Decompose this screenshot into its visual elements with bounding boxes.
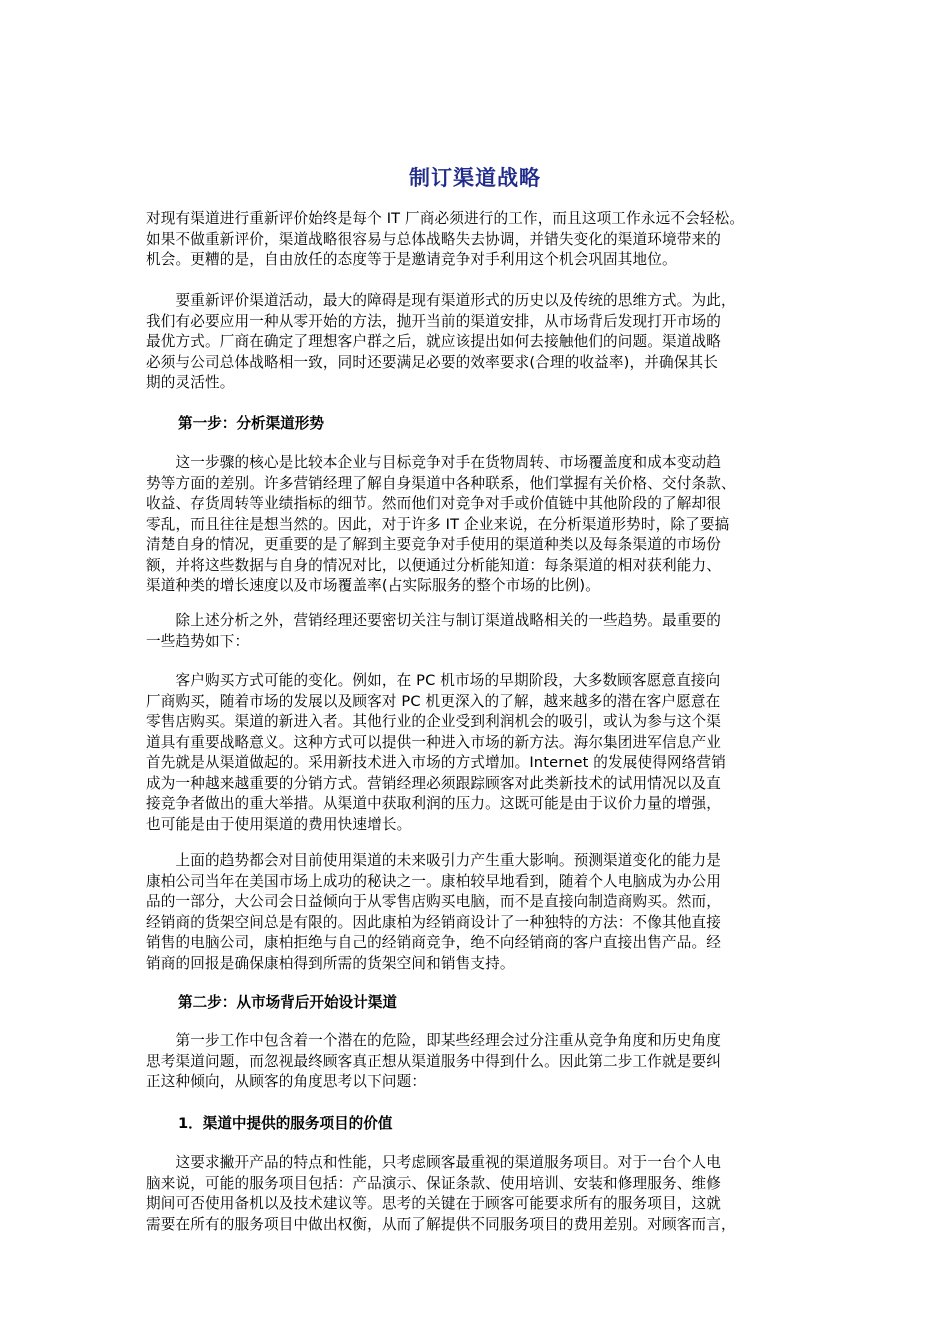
text-line: 接竞争者做出的重大举措。从渠道中获取利润的压力。这既可能是由于议价力量的增强， — [146, 795, 722, 812]
paragraph-compaq — [146, 851, 826, 974]
text-line: 要重新评价渠道活动，最大的障碍是现有渠道形式的历史以及传统的思维方式。为此， — [146, 292, 736, 309]
text-line: 最优方式。厂商在确定了理想客户群之后，就应该提出如何去接触他们的问题。渠道战略 — [146, 333, 722, 350]
text-line: 成为一种越来越重要的分销方式。营销经理必须跟踪顾客对此类新技术的试用情况以及直 — [146, 774, 722, 792]
text-line: 势等方面的差别。许多营销经理了解自身渠道中各种联系，他们掌握有关价格、交付条款、 — [146, 474, 736, 492]
text-line: 上面的趋势都会对目前使用渠道的未来吸引力产生重大影响。预测渠道变化的能力是 — [146, 852, 722, 869]
text-line: 收益、存货周转等业绩指标的细节。然而他们对竞争对手或价值链中其他阶段的了解却很 — [146, 495, 722, 512]
text-line: 期间可否使用备机以及技术建议等。思考的关键在于顾客可能要求所有的服务项目，这就 — [146, 1195, 722, 1212]
text-line: 期的灵活性。 — [146, 374, 235, 391]
section-heading-step1: 第一步：分析渠道形势 — [178, 415, 324, 432]
text-line: 这一步骤的核心是比较本企业与目标竞争对手在货物周转、市场覆盖度和成本变动趋 — [146, 454, 722, 471]
text-line: 必须与公司总体战略相一致，同时还要满足必要的效率要求(合理的收益率)，并确保其长 — [146, 353, 718, 371]
paragraph-step2 — [146, 1031, 826, 1093]
text-line: 如果不做重新评价，渠道战略很容易与总体战略失去协调，并错失变化的渠道环境带来的 — [146, 230, 722, 248]
text-line: 一些趋势如下： — [146, 632, 250, 650]
paragraph-step1-core — [146, 453, 826, 597]
text-line: 需要在所有的服务项目中做出权衡，从而了解提供不同服务项目的费用差别。对顾客而言， — [146, 1215, 736, 1233]
text-line: 销售的电脑公司，康柏拒绝与自己的经销商竞争，绝不向经销商的客户直接出售产品。经 — [146, 934, 722, 951]
text-line: 对现有渠道进行重新评价始终是每个 IT 厂商必须进行的工作，而且这项工作永远不会轻松。 — [146, 210, 745, 227]
document-title: 制订渠道战略 — [409, 166, 541, 190]
text-line: 渠道种类的增长速度以及市场覆盖率(占实际服务的整个市场的比例)。 — [146, 577, 601, 594]
text-line: 首先就是从渠道做起的。采用新技术进入市场的方式增加。Internet 的发展使得网络营销 — [146, 754, 726, 771]
text-line: 也可能是由于使用渠道的费用快速增长。 — [146, 815, 412, 833]
paragraph-intro — [146, 209, 826, 271]
text-line: 清楚自身的情况，更重要的是了解到主要竞争对手使用的渠道种类以及每条渠道的市场份 — [146, 536, 722, 553]
text-line: 这要求撇开产品的特点和性能，只考虑顾客最重视的渠道服务项目。对于一台个人电 — [146, 1154, 722, 1171]
text-line: 道具有重要战略意义。这种方式可以提供一种进入市场的新方法。海尔集团进军信息产业 — [146, 733, 722, 751]
text-line: 厂商购买，随着市场的发展以及顾客对 PC 机更深入的了解，越来越多的潜在客户愿意在 — [146, 692, 721, 710]
text-line: 第一步工作中包含着一个潜在的危险，即某些经理会过分注重从竞争角度和历史角度 — [146, 1032, 722, 1049]
paragraph-trends-intro — [146, 611, 826, 652]
subsection-heading-service-value: 1．渠道中提供的服务项目的价值 — [178, 1115, 393, 1132]
paragraph-trends — [146, 671, 826, 835]
text-line: 除上述分析之外，营销经理还要密切关注与制订渠道战略相关的一些趋势。最重要的 — [146, 612, 722, 629]
text-line: 我们有必要应用一种从零开始的方法，抛开当前的渠道安排，从市场背后发现打开市场的 — [146, 312, 722, 330]
text-line: 机会。更糟的是，自由放任的态度等于是邀请竞争对手利用这个机会巩固其地位。 — [146, 251, 677, 268]
text-line: 零售店购买。渠道的新进入者。其他行业的企业受到利润机会的吸引，或认为参与这个渠 — [146, 713, 722, 730]
text-line: 额，并将这些数据与自身的情况对比，以便通过分析能知道：每条渠道的相对获利能力、 — [146, 556, 722, 574]
paragraph-obstacle — [146, 291, 826, 394]
text-line: 零乱，而且往往是想当然的。因此，对于许多 IT 企业来说，在分析渠道形势时，除了要搞 — [146, 515, 730, 533]
section-heading-step2: 第二步：从市场背后开始设计渠道 — [178, 994, 397, 1011]
text-line: 脑来说，可能的服务项目包括：产品演示、保证条款、使用培训、安装和修理服务、维修 — [146, 1174, 722, 1192]
text-line: 经销商的货架空间总是有限的。因此康柏为经销商设计了一种独特的方法：不像其他直接 — [146, 913, 722, 931]
text-line: 康柏公司当年在美国市场上成功的秘诀之一。康柏较早地看到，随着个人电脑成为办公用 — [146, 872, 722, 890]
text-line: 正这种倾向，从顾客的角度思考以下问题： — [146, 1073, 427, 1090]
paragraph-service-value — [146, 1153, 826, 1235]
text-line: 客户购买方式可能的变化。例如，在 PC 机市场的早期阶段，大多数顾客愿意直接向 — [146, 672, 721, 689]
text-line: 品的一部分，大公司会日益倾向于从零售店购买电脑，而不是直接向制造商购买。然而， — [146, 893, 722, 910]
text-line: 思考渠道问题，而忽视最终顾客真正想从渠道服务中得到什么。因此第二步工作就是要纠 — [146, 1052, 722, 1070]
text-line: 销商的回报是确保康柏得到所需的货架空间和销售支持。 — [146, 954, 515, 972]
